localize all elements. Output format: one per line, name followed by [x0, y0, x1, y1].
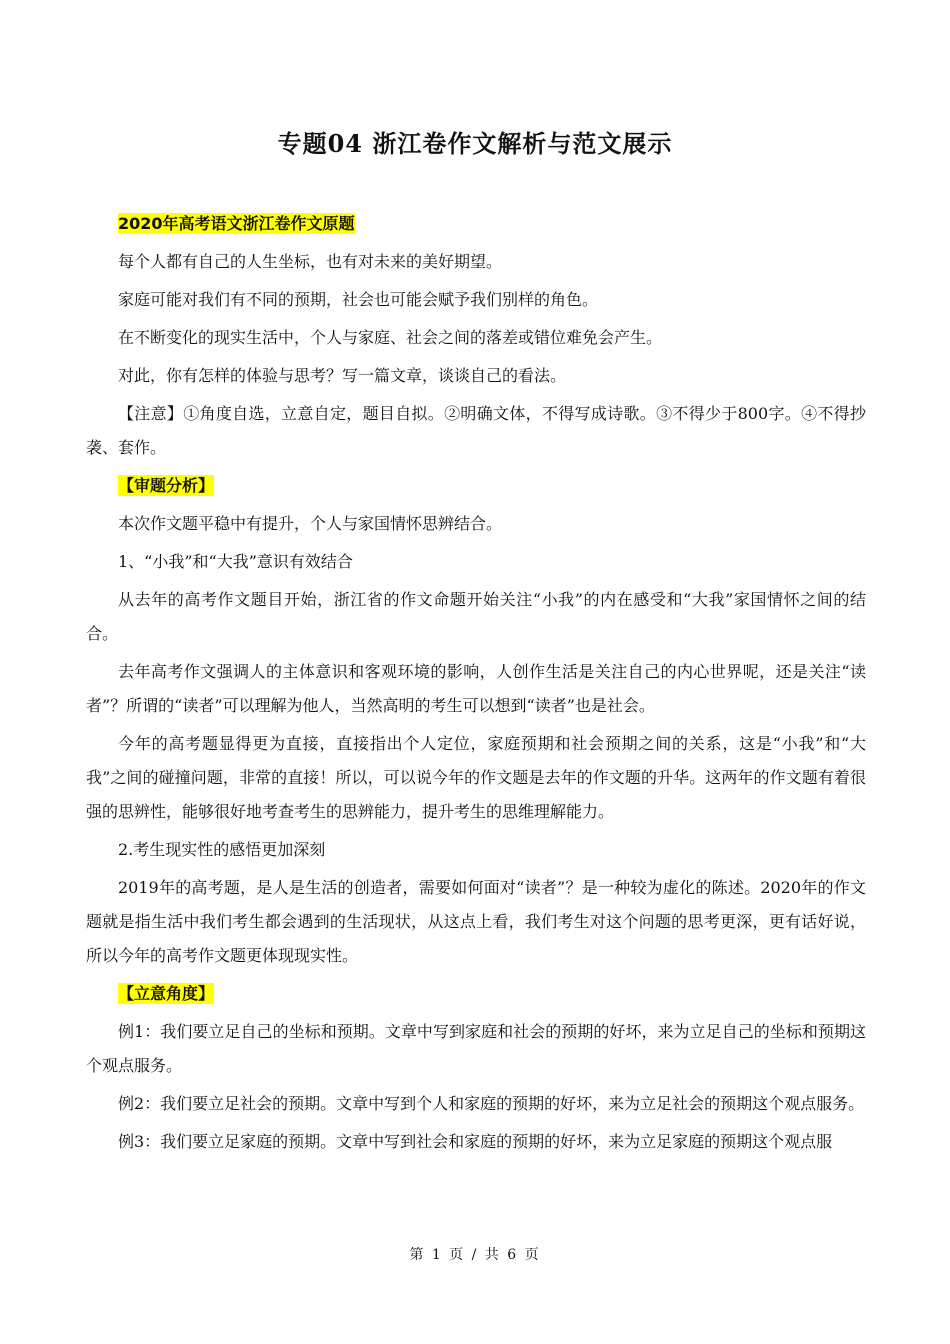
analysis-paragraph: 2.考生现实性的感悟更加深刻: [118, 840, 326, 859]
analysis-paragraph: 1、“小我”和“大我”意识有效结合: [118, 552, 353, 571]
section-heading-original-prompt: [86, 207, 866, 241]
prompt-paragraph: 家庭可能对我们有不同的预期，社会也可能会赋予我们别样的角色。: [118, 290, 599, 309]
prompt-note: 【注意】①角度自选，立意自定，题目自拟。②明确文体，不得写成诗歌。③不得少于800字。④不得抄袭、套作。: [86, 404, 866, 457]
analysis-paragraph: 去年高考作文强调人的主体意识和客观环境的影响，人创作生活是关注自己的内心世界呢，还是关注“读者”？所谓的“读者”可以理解为他人，当然高明的考生可以想到“读者”也是社会。: [86, 662, 866, 715]
highlighted-heading: 【审题分析】: [118, 476, 215, 495]
page-title: 专题04 浙江卷作文解析与范文展示: [277, 129, 673, 158]
highlighted-heading: 2020年高考语文浙江卷作文原题: [118, 214, 355, 233]
prompt-paragraph: 每个人都有自己的人生坐标，也有对未来的美好期望。: [118, 252, 503, 271]
page-footer: 第 1 页 / 共 6 页: [409, 1247, 541, 1263]
analysis-paragraph: 本次作文题平稳中有提升，个人与家国情怀思辨结合。: [118, 514, 503, 533]
prompt-paragraph: 对此，你有怎样的体验与思考？写一篇文章，谈谈自己的看法。: [118, 366, 567, 385]
angle-paragraph: 例2：我们要立足社会的预期。文章中写到个人和家庭的预期的好坏，来为立足社会的预期这个观点服务。: [118, 1094, 865, 1113]
highlighted-heading: 【立意角度】: [118, 984, 215, 1003]
angle-paragraph: 例1：我们要立足自己的坐标和预期。文章中写到家庭和社会的预期的好坏，来为立足自己的坐标和预期这个观点服务。: [86, 1022, 866, 1075]
angle-paragraph: 例3：我们要立足家庭的预期。文章中写到社会和家庭的预期的好坏，来为立足家庭的预期这个观点服: [118, 1132, 833, 1151]
section-heading-angles: [86, 977, 866, 1011]
analysis-paragraph: 2019年的高考题，是人是生活的创造者，需要如何面对“读者”？是一种较为虚化的陈述。2020年的作文题就是指生活中我们考生都会遇到的生活现状，从这点上看，我们考生对这个问题的思考更深，更有话好说，所以今年的高考作文题更体现现实性。: [86, 878, 866, 965]
document-body: [86, 207, 866, 1163]
prompt-paragraph: 在不断变化的现实生活中，个人与家庭、社会之间的落差或错位难免会产生。: [118, 328, 663, 347]
section-heading-analysis: [86, 469, 866, 503]
analysis-paragraph: 今年的高考题显得更为直接，直接指出个人定位，家庭预期和社会预期之间的关系，这是“小我”和“大我”之间的碰撞问题，非常的直接！所以，可以说今年的作文题是去年的作文题的升华。这两年的作文题有着很强的思辨性，能够很好地考查考生的思辨能力，提升考生的思维理解能力。: [86, 734, 866, 821]
analysis-paragraph: 从去年的高考作文题目开始，浙江省的作文命题开始关注“小我”的内在感受和“大我”家国情怀之间的结合。: [86, 590, 866, 643]
